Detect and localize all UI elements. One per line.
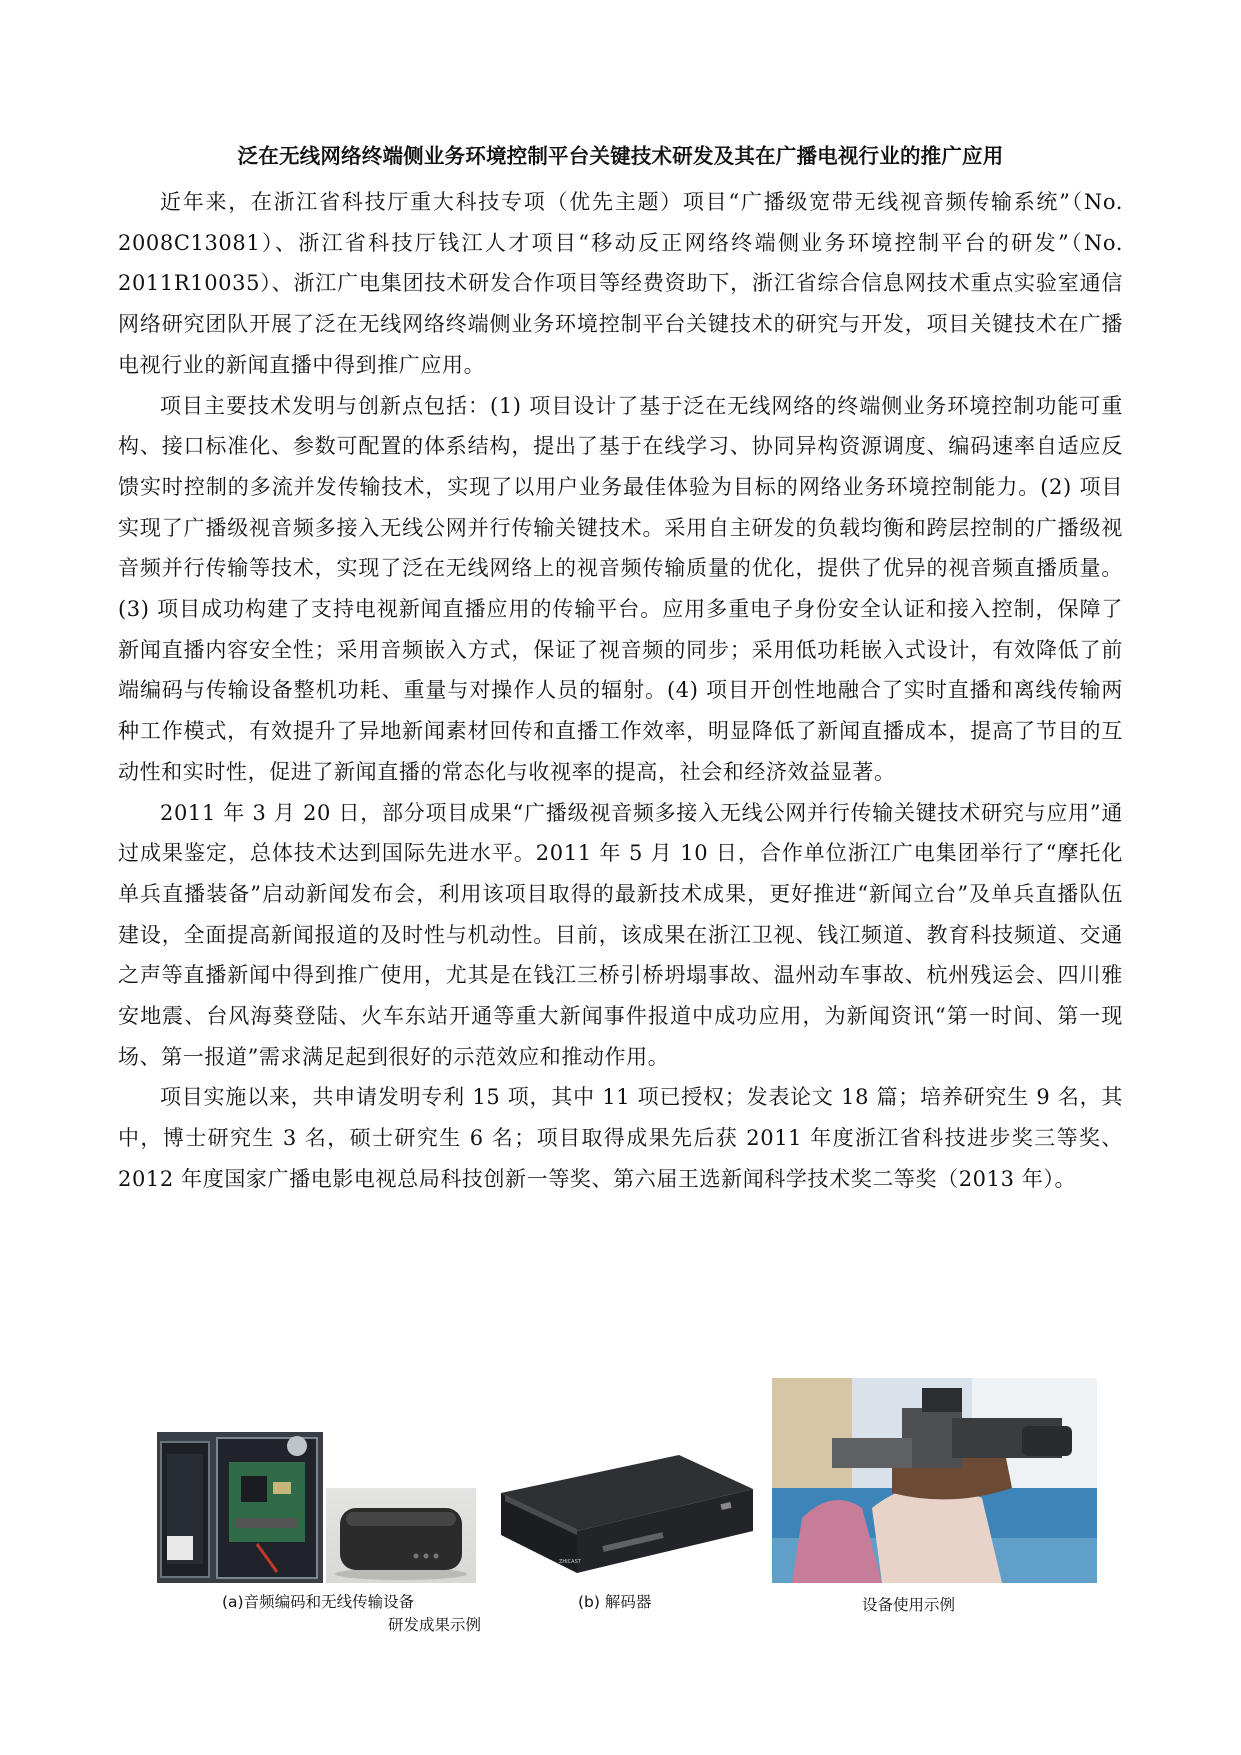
caption-a-line1: (a)音频编码和无线传输设备 bbox=[222, 1593, 415, 1611]
paragraph-1: 近年来，在浙江省科技厅重大科技专项（优先主题）项目“广播级宽带无线视音频传输系统”（No. 2008C13081）、浙江省科技厅钱江人才项目“移动反正网络终端侧业务环境控制平台的研发”（No. 2011R10035）、浙江广电集团技术研发合作项目等经费资助下，浙江省综合信息网技术重点实验室通信网络研究团队开展了泛在无线网络终端侧业务环境控制平台关键技术的研究与开发，项目关键技术在广播电视行业的新闻直播中得到推广应用。 bbox=[118, 190, 1123, 377]
paragraph-4: 项目实施以来，共申请发明专利 15 项，其中 11 项已授权；发表论文 18 篇；培养研究生 9 名，其中，博士研究生 3 名，硕士研究生 6 名；项目取得成果先后获 2011 年度浙江省科技进步奖三等奖、2012 年度国家广播电影电视总局科技创新一等奖、第六届王选新闻科学技术奖二等奖（2013 年）。 bbox=[118, 1085, 1123, 1191]
caption-b: (b) 解码器 bbox=[578, 1593, 652, 1611]
caption-c: 设备使用示例 bbox=[862, 1596, 956, 1614]
caption-a-line2: 研发成果示例 bbox=[388, 1616, 482, 1634]
document-body bbox=[118, 182, 1123, 1200]
encoder-board-illustration bbox=[157, 1432, 323, 1583]
paragraph-2: 项目主要技术发明与创新点包括：(1) 项目设计了基于泛在无线网络的终端侧业务环境控制功能可重构、接口标准化、参数可配置的体系结构，提出了基于在线学习、协同异构资源调度、编码速率自适应反馈实时控制的多流并发传输技术，实现了以用户业务最佳体验为目标的网络业务环境控制能力。(2) 项目实现了广播级视音频多接入无线公网并行传输关键技术。采用自主研发的负载均衡和跨层控制的广播级视音频并行传输等技术，实现了泛在无线网络上的视音频传输质量的优化，提供了优异的视音频直播质量。(3) 项目成功构建了支持电视新闻直播应用的传输平台。应用多重电子身份安全认证和接入控制，保障了新闻直播内容安全性；采用音频嵌入方式，保证了视音频的同步；采用低功耗嵌入式设计，有效降低了前端编码与传输设备整机功耗、重量与对操作人员的辐射。(4) 项目开创性地融合了实时直播和离线传输两种工作模式，有效提升了异地新闻素材回传和直播工作效率，明显降低了新闻直播成本，提高了节目的互动性和实时性，促进了新闻直播的常态化与收视率的提高，社会和经济效益显著。 bbox=[118, 393, 1123, 784]
paragraph-3: 2011 年 3 月 20 日，部分项目成果“广播级视音频多接入无线公网并行传输关键技术研究与应用”通过成果鉴定，总体技术达到国际先进水平。2011 年 5 月 10 日，合作单位浙江广电集团举行了“摩托化单兵直播装备”启动新闻发布会，利用该项目取得的最新技术成果，更好推进“新闻立台”及单兵直播队伍建设，全面提高新闻报道的及时性与机动性。目前，该成果在浙江卫视、钱江频道、教育科技频道、交通之声等直播新闻中得到推广使用，尤其是在钱江三桥引桥坍塌事故、温州动车事故、杭州残运会、四川雅安地震、台风海葵登陆、火车东站开通等重大新闻事件报道中成功应用，为新闻资讯“第一时间、第一现场、第一报道”需求满足起到很好的示范效应和推动作用。 bbox=[118, 800, 1123, 1069]
decoder-photo bbox=[493, 1453, 757, 1588]
encoder-box-illustration bbox=[326, 1488, 476, 1583]
decoder-illustration bbox=[493, 1453, 757, 1588]
camera-usage-photo bbox=[772, 1378, 1097, 1583]
decoder-brand-label: ZHICAST bbox=[559, 1559, 581, 1565]
camera-usage-illustration bbox=[772, 1378, 1097, 1583]
encoder-board-photo bbox=[157, 1432, 323, 1583]
document-title: 泛在无线网络终端侧业务环境控制平台关键技术研发及其在广播电视行业的推广应用 bbox=[237, 144, 1004, 168]
encoder-box-photo bbox=[326, 1488, 476, 1583]
